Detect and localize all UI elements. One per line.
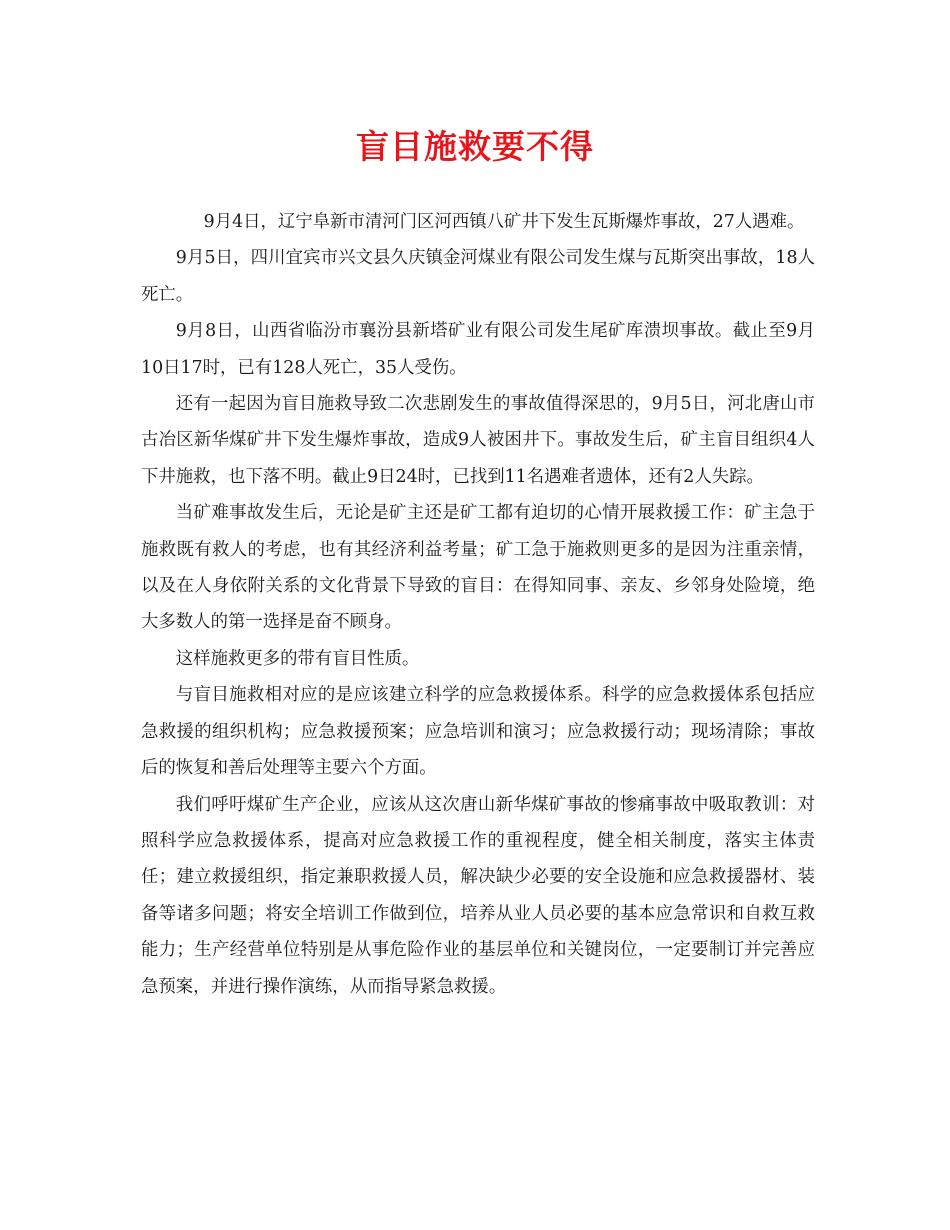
paragraph-2: 9月5日，四川宜宾市兴文县久庆镇金河煤业有限公司发生煤与瓦斯突出事故，18人死亡。 — [141, 248, 815, 305]
paragraph-3: 9月8日，山西省临汾市襄汾县新塔矿业有限公司发生尾矿库溃坝事故。截止至9月10日17时，已有128人死亡，35人受伤。 — [141, 321, 815, 378]
paragraph-5: 当矿难事故发生后，无论是矿主还是矿工都有迫切的心情开展救援工作：矿主急于施救既有救人的考虑，也有其经济利益考量；矿工急于施救则更多的是因为注重亲情，以及在人身依附关系的文化背景下导致的盲目：在得知同事、亲友、乡邻身处险境，绝大多数人的第一选择是奋不顾身。 — [141, 503, 815, 633]
paragraph-7: 与盲目施救相对应的是应该建立科学的应急救援体系。科学的应急救援体系包括应急救援的组织机构；应急救援预案；应急培训和演习；应急救援行动；现场清除；事故后的恢复和善后处理等主要六个方面。 — [141, 685, 815, 779]
paragraph-8: 我们呼吁煤矿生产企业，应该从这次唐山新华煤矿事故的惨痛事故中吸取教训：对照科学应急救援体系，提高对应急救援工作的重视程度，健全相关制度，落实主体责任；建立救援组织，指定兼职救援人员，解决缺少必要的安全设施和应急救援器材、装备等诸多问题；将安全培训工作做到位，培养从业人员必要的基本应急常识和自救互救能力；生产经营单位特别是从事危险作业的基层单位和关键岗位，一定要制订并完善应急预案，并进行操作演练，从而指导紧急救援。 — [141, 794, 815, 997]
document-body — [141, 204, 815, 1005]
document-title: 盲目施救要不得 — [356, 127, 594, 166]
paragraph-1: 9月4日，辽宁阜新市清河门区河西镇八矿井下发生瓦斯爆炸事故，27人遇难。 — [203, 212, 805, 232]
paragraph-4: 还有一起因为盲目施救导致二次悲剧发生的事故值得深思的，9月5日，河北唐山市古冶区新华煤矿井下发生爆炸事故，造成9人被困井下。事故发生后，矿主盲目组织4人下井施救，也下落不明。截止9日24时，已找到11名遇难者遗体，还有2人失踪。 — [141, 394, 815, 487]
paragraph-6: 这样施救更多的带有盲目性质。 — [175, 648, 420, 669]
